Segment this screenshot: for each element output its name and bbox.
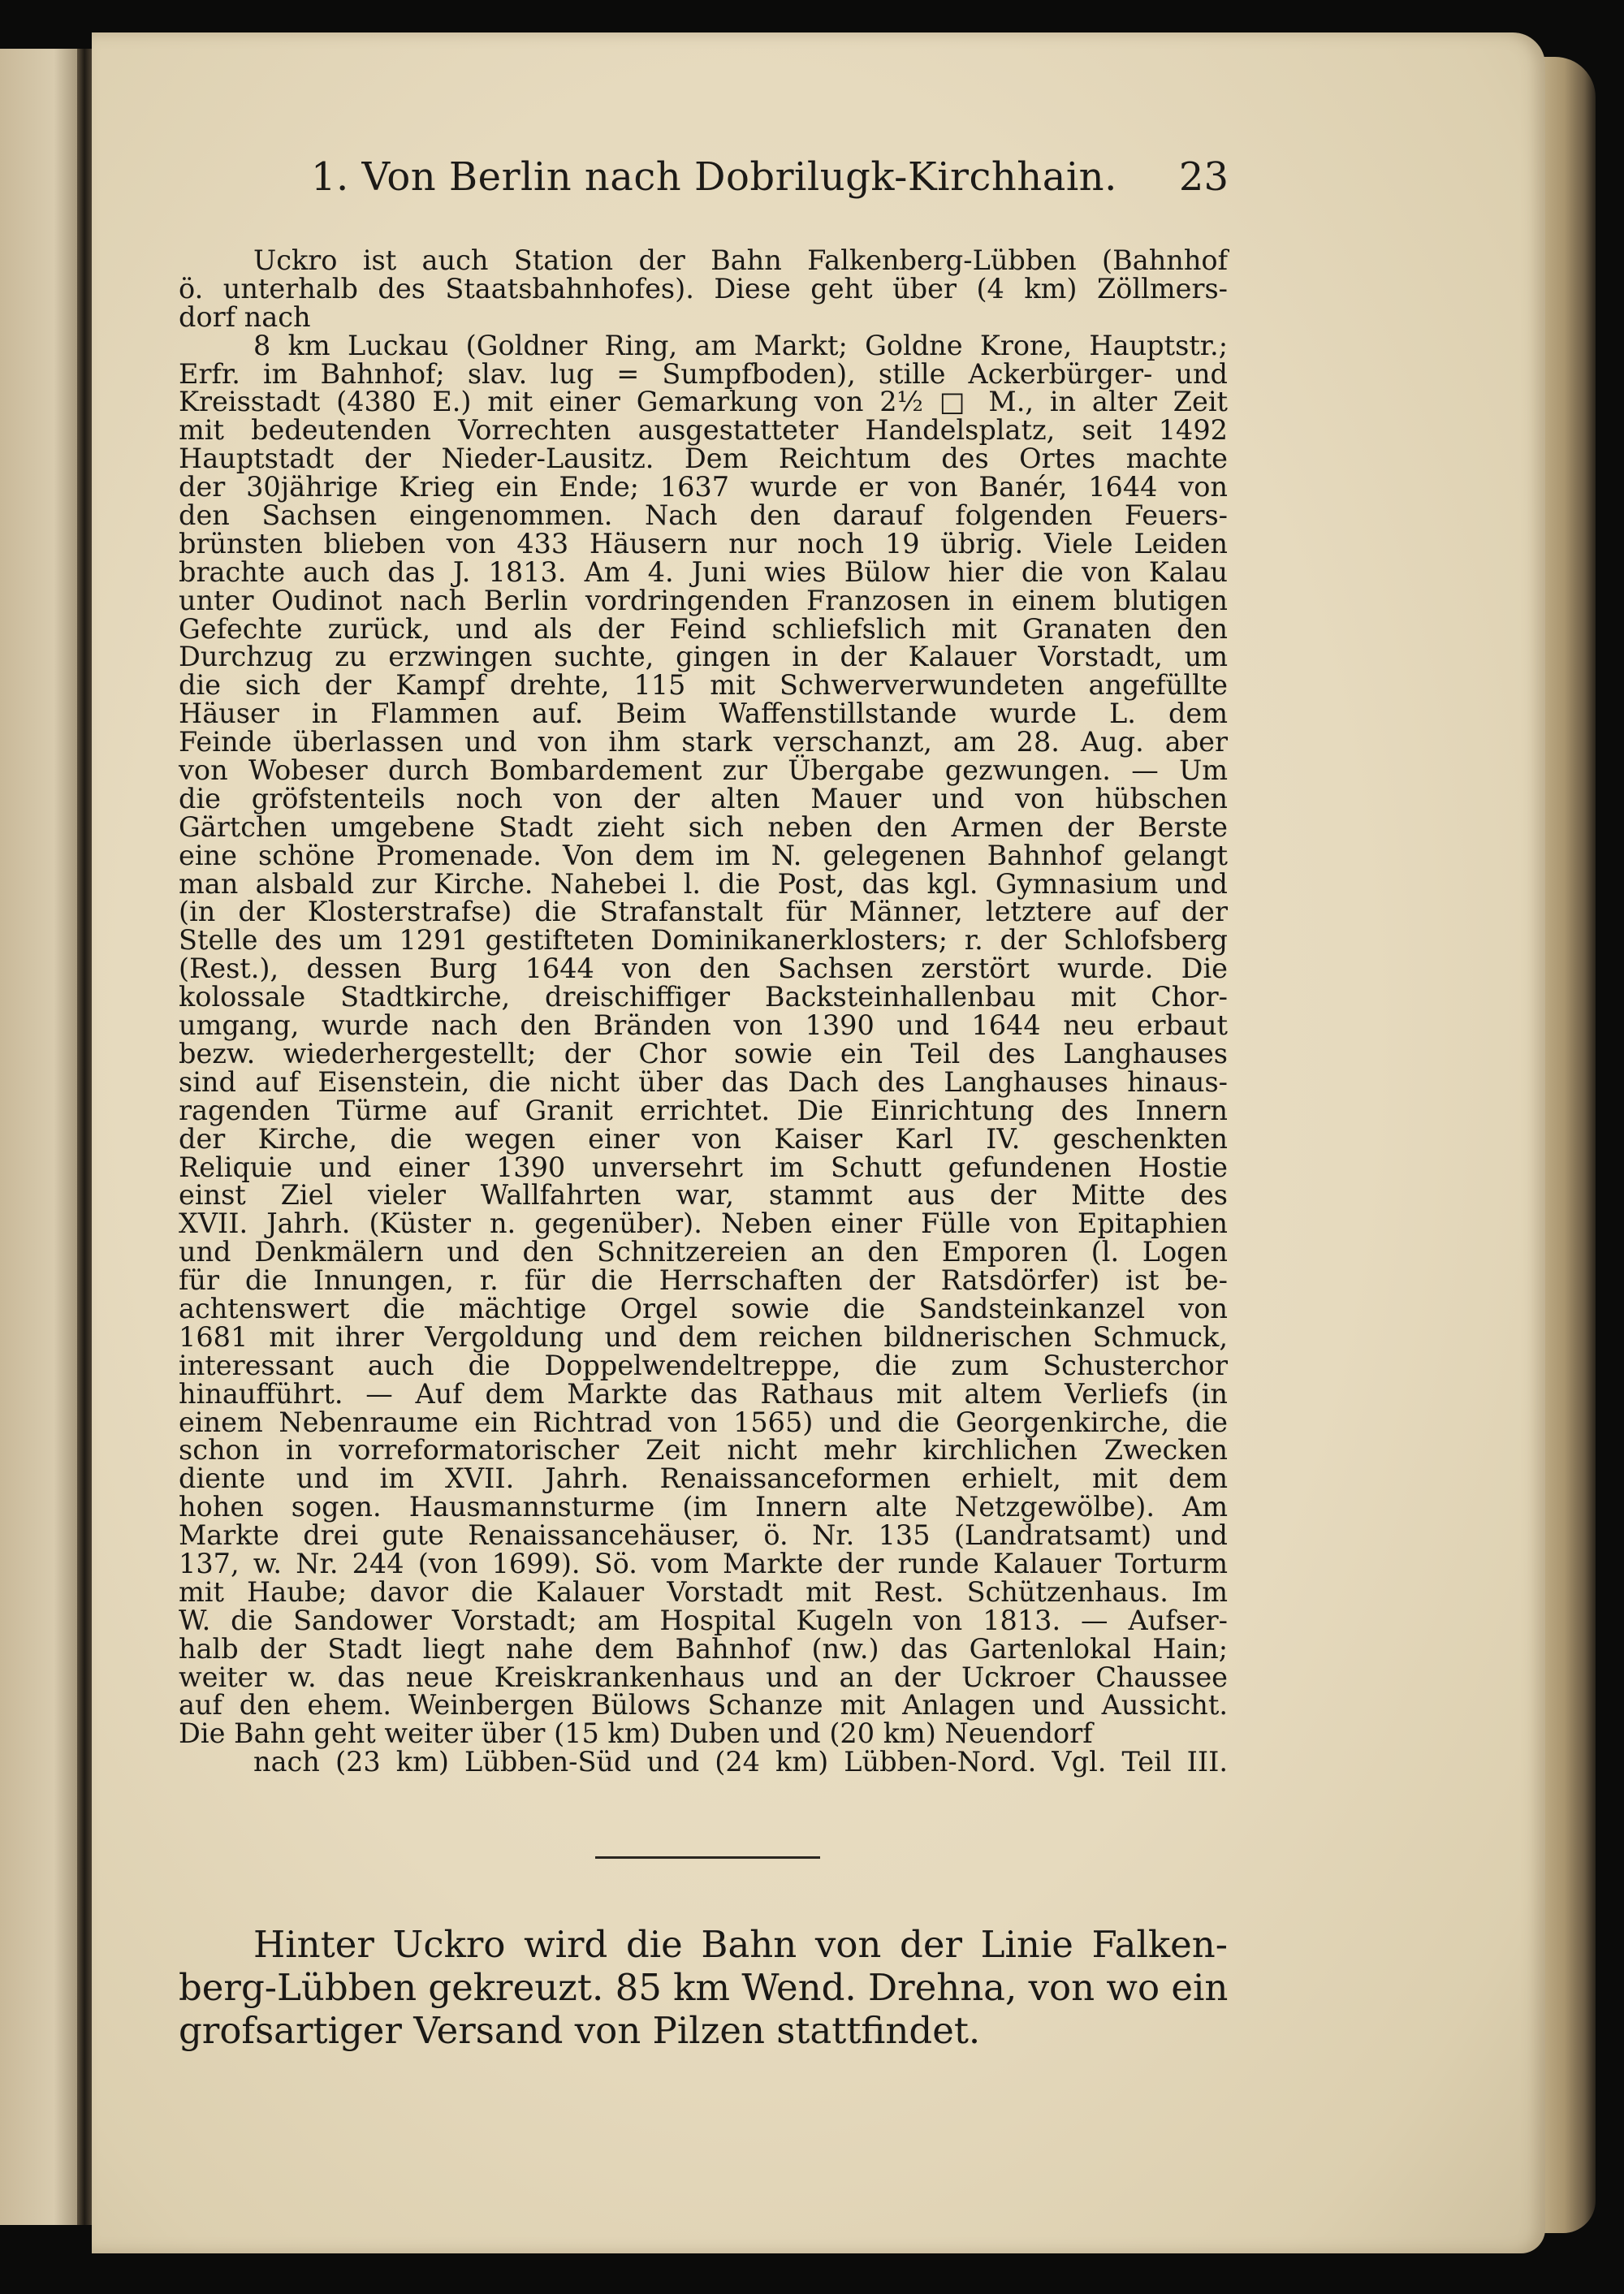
text-line: berg-Lübben gekreuzt. 85 km Wend. Drehna, von wo ein — [179, 1966, 1229, 2009]
small-print-section — [179, 244, 1228, 1778]
text-line: achtenswert die mächtige Orgel sowie die Sandsteinkanzel von — [179, 1292, 1228, 1324]
text-line: Hauptstadt der Nieder-Lausitz. Dem Reichtum des Ortes machte — [179, 443, 1228, 475]
text-line: interessant auch die Doppelwendeltreppe, die zum Schusterchor — [179, 1349, 1228, 1381]
text-line: (in der Klosterstrafse) die Strafanstalt für Männer, letztere auf der — [179, 896, 1228, 928]
text-line: Reliquie und einer 1390 unversehrt im Schutt gefundenen Hostie — [179, 1151, 1228, 1183]
text-line: Die Bahn geht weiter über (15 km) Duben und (20 km) Neuendorf — [179, 1717, 1093, 1750]
book-gutter — [77, 49, 92, 2225]
text-line: Uckro ist auch Station der Bahn Falkenberg-Lübben (Bahnhof — [253, 244, 1228, 276]
text-line: Häuser in Flammen auf. Beim Waffenstillstande wurde L. dem — [179, 698, 1228, 730]
text-line: unter Oudinot nach Berlin vordringenden Franzosen in einem blutigen — [179, 584, 1228, 616]
page-number: 23 — [1178, 154, 1229, 200]
chapter-title: 1. Von Berlin nach Dobrilugk-Kirchhain. — [311, 154, 1117, 200]
text-line: hinaufführt. — Auf dem Markte das Rathaus mit altem Verliefs (in — [179, 1377, 1228, 1410]
text-line: diente und im XVII. Jahrh. Renaissanceformen erhielt, mit dem — [179, 1462, 1228, 1495]
text-line: brachte auch das J. 1813. Am 4. Juni wies Bülow hier die von Kalau — [179, 555, 1228, 588]
text-line: Feinde überlassen und von ihm stark verschanzt, am 28. Aug. aber — [179, 726, 1228, 758]
text-line: bezw. wiederhergestellt; der Chor sowie ein Teil des Langhauses — [179, 1037, 1228, 1069]
text-line: auf den ehem. Weinbergen Bülows Schanze mit Anlagen und Aussicht. — [179, 1689, 1228, 1722]
section-divider — [595, 1856, 820, 1859]
text-line: der Kirche, die wegen einer von Kaiser Karl IV. geschenkten — [179, 1122, 1228, 1155]
text-line: einem Nebenraume ein Richtrad von 1565) und die Georgenkirche, die — [179, 1406, 1228, 1438]
text-line: einst Ziel vieler Wallfahrten war, stammt aus der Mitte des — [179, 1179, 1228, 1212]
text-line: der 30jährige Krieg ein Ende; 1637 wurde er von Banér, 1644 von — [179, 471, 1228, 503]
text-line: mit bedeutenden Vorrechten ausgestatteter Handelsplatz, seit 1492 — [179, 414, 1228, 447]
text-line: mit Haube; davor die Kalauer Vorstadt mit Rest. Schützenhaus. Im — [179, 1575, 1228, 1608]
text-line: die sich der Kampf drehte, 115 mit Schwerverwundeten angefüllte — [179, 669, 1228, 702]
facing-page-edge — [0, 49, 77, 2225]
text-line: XVII. Jahrh. (Küster n. gegenüber). Neben einer Fülle von Epitaphien — [179, 1207, 1228, 1240]
text-line: Gärtchen umgebene Stadt zieht sich neben den Armen der Berste — [179, 810, 1228, 843]
text-line: Markte drei gute Renaissancehäuser, ö. Nr. 135 (Landratsamt) und — [179, 1519, 1228, 1552]
text-line: Stelle des um 1291 gestifteten Dominikanerklosters; r. der Schlofsberg — [179, 924, 1228, 957]
text-line: sind auf Eisenstein, die nicht über das Dach des Langhauses hinaus- — [179, 1065, 1228, 1098]
text-line: von Wobeser durch Bombardement zur Übergabe gezwungen. — Um — [179, 754, 1228, 787]
text-line: man alsbald zur Kirche. Nahebei l. die Post, das kgl. Gymnasium und — [179, 867, 1228, 900]
text-line: hohen sogen. Hausmannsturme (im Innern alte Netzgewölbe). Am — [179, 1491, 1228, 1523]
text-line: den Sachsen eingenommen. Nach den darauf folgenden Feuers- — [179, 499, 1228, 532]
text-line: ö. unterhalb des Staatsbahnhofes). Diese geht über (4 km) Zöllmers- — [179, 272, 1228, 305]
text-line: eine schöne Promenade. Von dem im N. gelegenen Bahnhof gelangt — [179, 839, 1228, 871]
text-line: 1681 mit ihrer Vergoldung und dem reichen bildnerischen Schmuck, — [179, 1320, 1228, 1353]
text-line: 8 km Luckau (Goldner Ring, am Markt; Goldne Krone, Hauptstr.; — [253, 329, 1228, 361]
page-stack-edge — [1539, 57, 1596, 2233]
text-line: (Rest.), dessen Burg 1644 von den Sachsen zerstört wurde. Die — [179, 953, 1228, 985]
text-line: weiter w. das neue Kreiskrankenhaus und an der Uckroer Chaussee — [179, 1661, 1228, 1693]
text-line: W. die Sandower Vorstadt; am Hospital Kugeln von 1813. — Aufser- — [179, 1604, 1228, 1636]
text-line: 137, w. Nr. 244 (von 1699). Sö. vom Markte der runde Kalauer Torturm — [179, 1547, 1228, 1579]
text-line: dorf nach — [179, 300, 311, 333]
text-line: schon in vorreformatorischer Zeit nicht mehr kirchlichen Zwecken — [179, 1434, 1228, 1467]
text-line: Durchzug zu erzwingen suchte, gingen in der Kalauer Vorstadt, um — [179, 641, 1228, 673]
text-line: brünsten blieben von 433 Häusern nur noch 19 übrig. Viele Leiden — [179, 527, 1228, 559]
text-line: grofsartiger Versand von Pilzen stattfindet. — [179, 2009, 981, 2052]
text-line: kolossale Stadtkirche, dreischiffiger Backsteinhallenbau mit Chor- — [179, 981, 1228, 1013]
text-line: Hinter Uckro wird die Bahn von der Linie Falken- — [253, 1923, 1228, 1966]
text-line: und Denkmälern und den Schnitzereien an den Emporen (l. Logen — [179, 1236, 1228, 1268]
large-print-section — [179, 1923, 1228, 2052]
running-head — [311, 149, 1229, 205]
text-line: Kreisstadt (4380 E.) mit einer Gemarkung von 2½ □ M., in alter Zeit — [179, 386, 1228, 418]
text-line: Gefechte zurück, und als der Feind schliefslich mit Granaten den — [179, 612, 1228, 645]
text-line: für die Innungen, r. für die Herrschaften der Ratsdörfer) ist be- — [179, 1264, 1228, 1297]
text-line: nach (23 km) Lübben-Süd und (24 km) Lübben-Nord. Vgl. Teil III. — [253, 1746, 1228, 1778]
text-line: halb der Stadt liegt nahe dem Bahnhof (nw.) das Gartenlokal Hain; — [179, 1632, 1228, 1665]
text-line: die gröfstenteils noch von der alten Mauer und von hübschen — [179, 782, 1228, 814]
text-line: Erfr. im Bahnhof; slav. lug = Sumpfboden), stille Ackerbürger- und — [179, 357, 1228, 390]
text-line: umgang, wurde nach den Bränden von 1390 und 1644 neu erbaut — [179, 1009, 1228, 1042]
text-line: ragenden Türme auf Granit errichtet. Die Einrichtung des Innern — [179, 1094, 1228, 1126]
